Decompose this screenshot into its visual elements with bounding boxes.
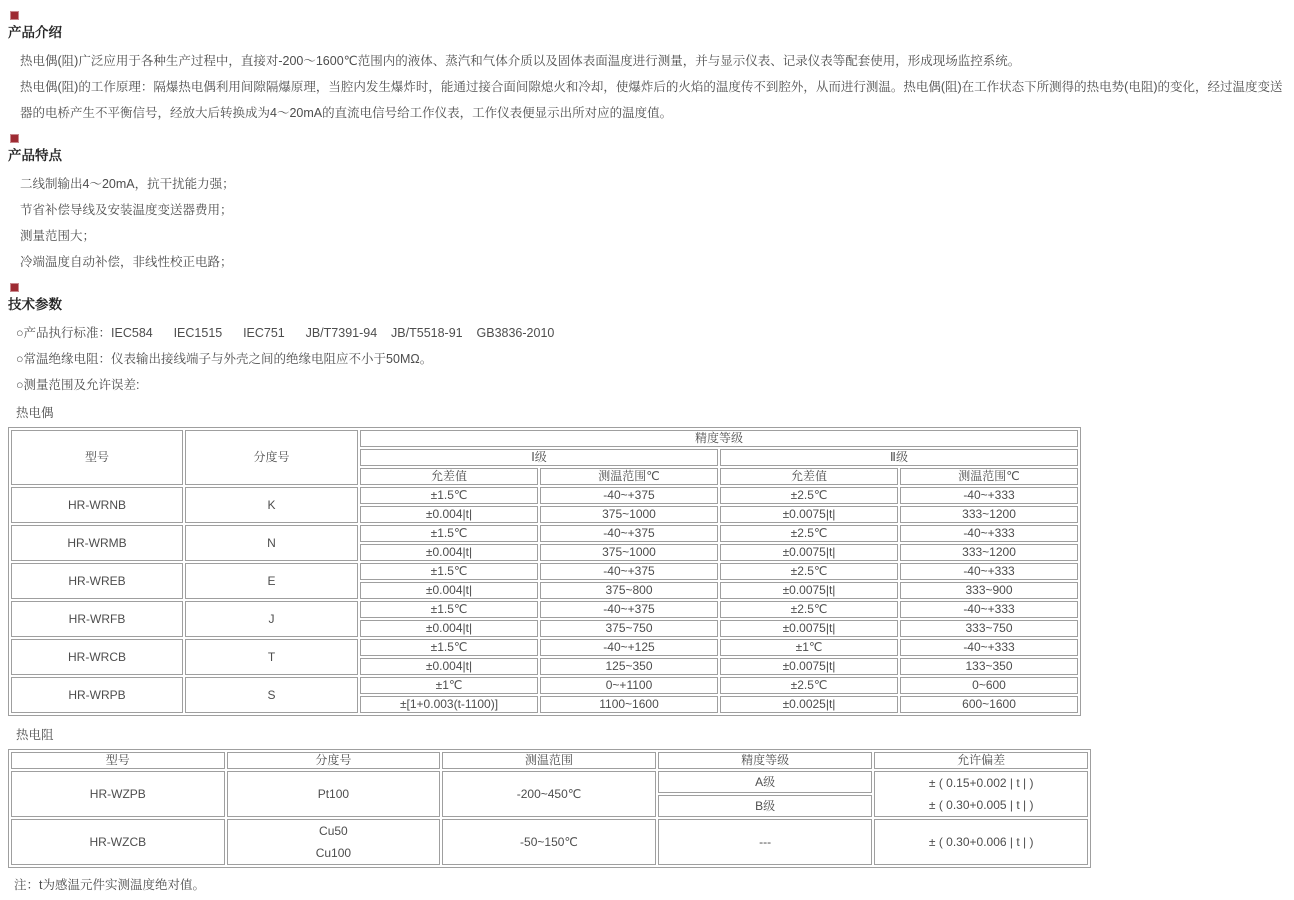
value-cell: ±2.5℃: [720, 677, 898, 694]
graduation-cell: J: [185, 601, 358, 637]
value-cell: 375~1000: [540, 506, 718, 523]
table-row: [11, 487, 1078, 504]
table-row: [11, 639, 1078, 656]
graduation-cell: Pt100: [227, 771, 441, 817]
note-text: 注：t为感温元件实测温度绝对值。: [14, 878, 205, 892]
value-cell: -40~+333: [900, 601, 1078, 618]
intro-paragraph-1: 热电偶(阻)广泛应用于各种生产过程中，直接对-200～1600℃范围内的液体、蒸汽和气体介质以及固体表面温度进行测量，并与显示仪表、记录仪表等配套使用，形成现场监控系统。: [20, 54, 1021, 68]
model-cell: HR-WZCB: [11, 819, 225, 865]
value-cell: -40~+333: [900, 639, 1078, 656]
value-cell: 600~1600: [900, 696, 1078, 713]
header-deviation: 允许偏差: [874, 752, 1088, 769]
graduation-cell: E: [185, 563, 358, 599]
broken-image-icon: [10, 11, 19, 20]
header-tolerance: 允差值: [720, 468, 898, 485]
model-cell: HR-WREB: [11, 563, 183, 599]
table-row: [11, 771, 1088, 793]
value-cell: -40~+333: [900, 563, 1078, 580]
value-cell: ±1.5℃: [360, 525, 538, 542]
table-row: [11, 601, 1078, 618]
tech-param-range: ○测量范围及允许误差:: [16, 378, 140, 392]
header-tolerance: 允差值: [360, 468, 538, 485]
header-model: 型号: [11, 752, 225, 769]
value-cell: ±0.004|t|: [360, 582, 538, 599]
table-header-row: [11, 752, 1088, 769]
graduation-cell: [227, 819, 441, 865]
value-cell: 1100~1600: [540, 696, 718, 713]
value-cell: -40~+333: [900, 487, 1078, 504]
value-cell: ±0.004|t|: [360, 620, 538, 637]
graduation-cell: T: [185, 639, 358, 675]
header-range: 测温范围℃: [900, 468, 1078, 485]
deviation-cell: [874, 771, 1088, 817]
model-cell: HR-WRFB: [11, 601, 183, 637]
broken-image-icon: [10, 134, 19, 143]
value-cell: ±0.0075|t|: [720, 620, 898, 637]
feature-list: [20, 171, 1284, 275]
value-cell: -40~+375: [540, 563, 718, 580]
value-cell: ±2.5℃: [720, 601, 898, 618]
value-cell: 375~800: [540, 582, 718, 599]
header-graduation: 分度号: [227, 752, 441, 769]
model-cell: HR-WRMB: [11, 525, 183, 561]
range-cell: -50~150℃: [442, 819, 656, 865]
deviation-line: ± ( 0.30+0.005 | t | ): [928, 798, 1034, 812]
header-accuracy: 精度等级: [360, 430, 1078, 447]
value-cell: ±[1+0.003(t-1100)]: [360, 696, 538, 713]
value-cell: 333~1200: [900, 544, 1078, 561]
header-grade-2: Ⅱ级: [720, 449, 1078, 466]
value-cell: 333~900: [900, 582, 1078, 599]
grade-cell: B级: [658, 795, 873, 817]
graduation-line: Cu100: [315, 846, 352, 860]
value-cell: 125~350: [540, 658, 718, 675]
value-cell: ±0.004|t|: [360, 506, 538, 523]
value-cell: ±0.004|t|: [360, 544, 538, 561]
grade-cell: ---: [658, 819, 873, 865]
header-grade-1: Ⅰ级: [360, 449, 718, 466]
section-title-intro: 产品介绍: [8, 25, 62, 40]
intro-paragraph-2: 热电偶(阻)的工作原理：隔爆热电偶利用间隙隔爆原理，当腔内发生爆炸时，能通过接合面间隙熄火和冷却，使爆炸后的火焰的温度传不到腔外，从而进行测温。热电偶(阻)在工作状态下所测得的热电势(电阻)的变化，经过温度变送器的电桥产生不平衡信号，经放大后转换成为4～20mA的直流电信号给工作仪表，工作仪表便显示出所对应的温度值。: [20, 80, 1283, 120]
value-cell: ±1℃: [720, 639, 898, 656]
value-cell: ±0.004|t|: [360, 658, 538, 675]
value-cell: 0~+1100: [540, 677, 718, 694]
value-cell: ±1℃: [360, 677, 538, 694]
value-cell: 333~1200: [900, 506, 1078, 523]
table-row: [11, 525, 1078, 542]
value-cell: ±1.5℃: [360, 563, 538, 580]
feature-item: 测量范围大；: [20, 229, 96, 243]
table-header-row: [11, 430, 1078, 447]
model-cell: HR-WRNB: [11, 487, 183, 523]
tech-param-list: [16, 320, 1284, 398]
tech-param-standards: ○产品执行标准：IEC584 IEC1515 IEC751 JB/T7391-94 JB/T5518-91 GB3836-2010: [16, 326, 555, 340]
range-cell: -200~450℃: [442, 771, 656, 817]
feature-item: 节省补偿导线及安装温度变送器费用；: [20, 203, 233, 217]
value-cell: ±2.5℃: [720, 525, 898, 542]
value-cell: -40~+333: [900, 525, 1078, 542]
value-cell: -40~+125: [540, 639, 718, 656]
header-model: 型号: [11, 430, 183, 485]
value-cell: 333~750: [900, 620, 1078, 637]
value-cell: ±0.0075|t|: [720, 582, 898, 599]
value-cell: ±1.5℃: [360, 487, 538, 504]
value-cell: ±2.5℃: [720, 487, 898, 504]
graduation-line: Cu50: [319, 824, 348, 838]
table-row: [11, 819, 1088, 865]
value-cell: -40~+375: [540, 525, 718, 542]
graduation-cell: N: [185, 525, 358, 561]
table-row: [11, 677, 1078, 694]
graduation-cell: K: [185, 487, 358, 523]
value-cell: 375~750: [540, 620, 718, 637]
value-cell: ±0.0075|t|: [720, 658, 898, 675]
value-cell: ±2.5℃: [720, 563, 898, 580]
feature-item: 冷端温度自动补偿，非线性校正电路；: [20, 255, 233, 269]
header-accuracy: 精度等级: [658, 752, 873, 769]
model-cell: HR-WZPB: [11, 771, 225, 817]
table-row: [11, 563, 1078, 580]
model-cell: HR-WRPB: [11, 677, 183, 713]
section-title-tech: 技术参数: [8, 297, 62, 312]
header-graduation: 分度号: [185, 430, 358, 485]
value-cell: -40~+375: [540, 601, 718, 618]
deviation-cell: ± ( 0.30+0.006 | t | ): [874, 819, 1088, 865]
header-range: 测温范围: [442, 752, 656, 769]
thermocouple-table: [8, 427, 1081, 716]
broken-image-icon: [10, 283, 19, 292]
value-cell: ±1.5℃: [360, 601, 538, 618]
deviation-line: ± ( 0.15+0.002 | t | ): [928, 776, 1034, 790]
rtd-caption: 热电阻: [16, 728, 54, 742]
value-cell: 0~600: [900, 677, 1078, 694]
tech-param-insulation: ○常温绝缘电阻：仪表输出接线端子与外壳之间的绝缘电阻应不小于50MΩ。: [16, 352, 433, 366]
header-range: 测温范围℃: [540, 468, 718, 485]
rtd-table: [8, 749, 1091, 868]
value-cell: 133~350: [900, 658, 1078, 675]
value-cell: ±0.0025|t|: [720, 696, 898, 713]
value-cell: ±0.0075|t|: [720, 544, 898, 561]
graduation-cell: S: [185, 677, 358, 713]
grade-cell: A级: [658, 771, 873, 793]
value-cell: 375~1000: [540, 544, 718, 561]
value-cell: -40~+375: [540, 487, 718, 504]
thermocouple-caption: 热电偶: [16, 406, 54, 420]
feature-item: 二线制输出4～20mA，抗干扰能力强；: [20, 177, 235, 191]
model-cell: HR-WRCB: [11, 639, 183, 675]
section-title-features: 产品特点: [8, 148, 62, 163]
value-cell: ±1.5℃: [360, 639, 538, 656]
value-cell: ±0.0075|t|: [720, 506, 898, 523]
